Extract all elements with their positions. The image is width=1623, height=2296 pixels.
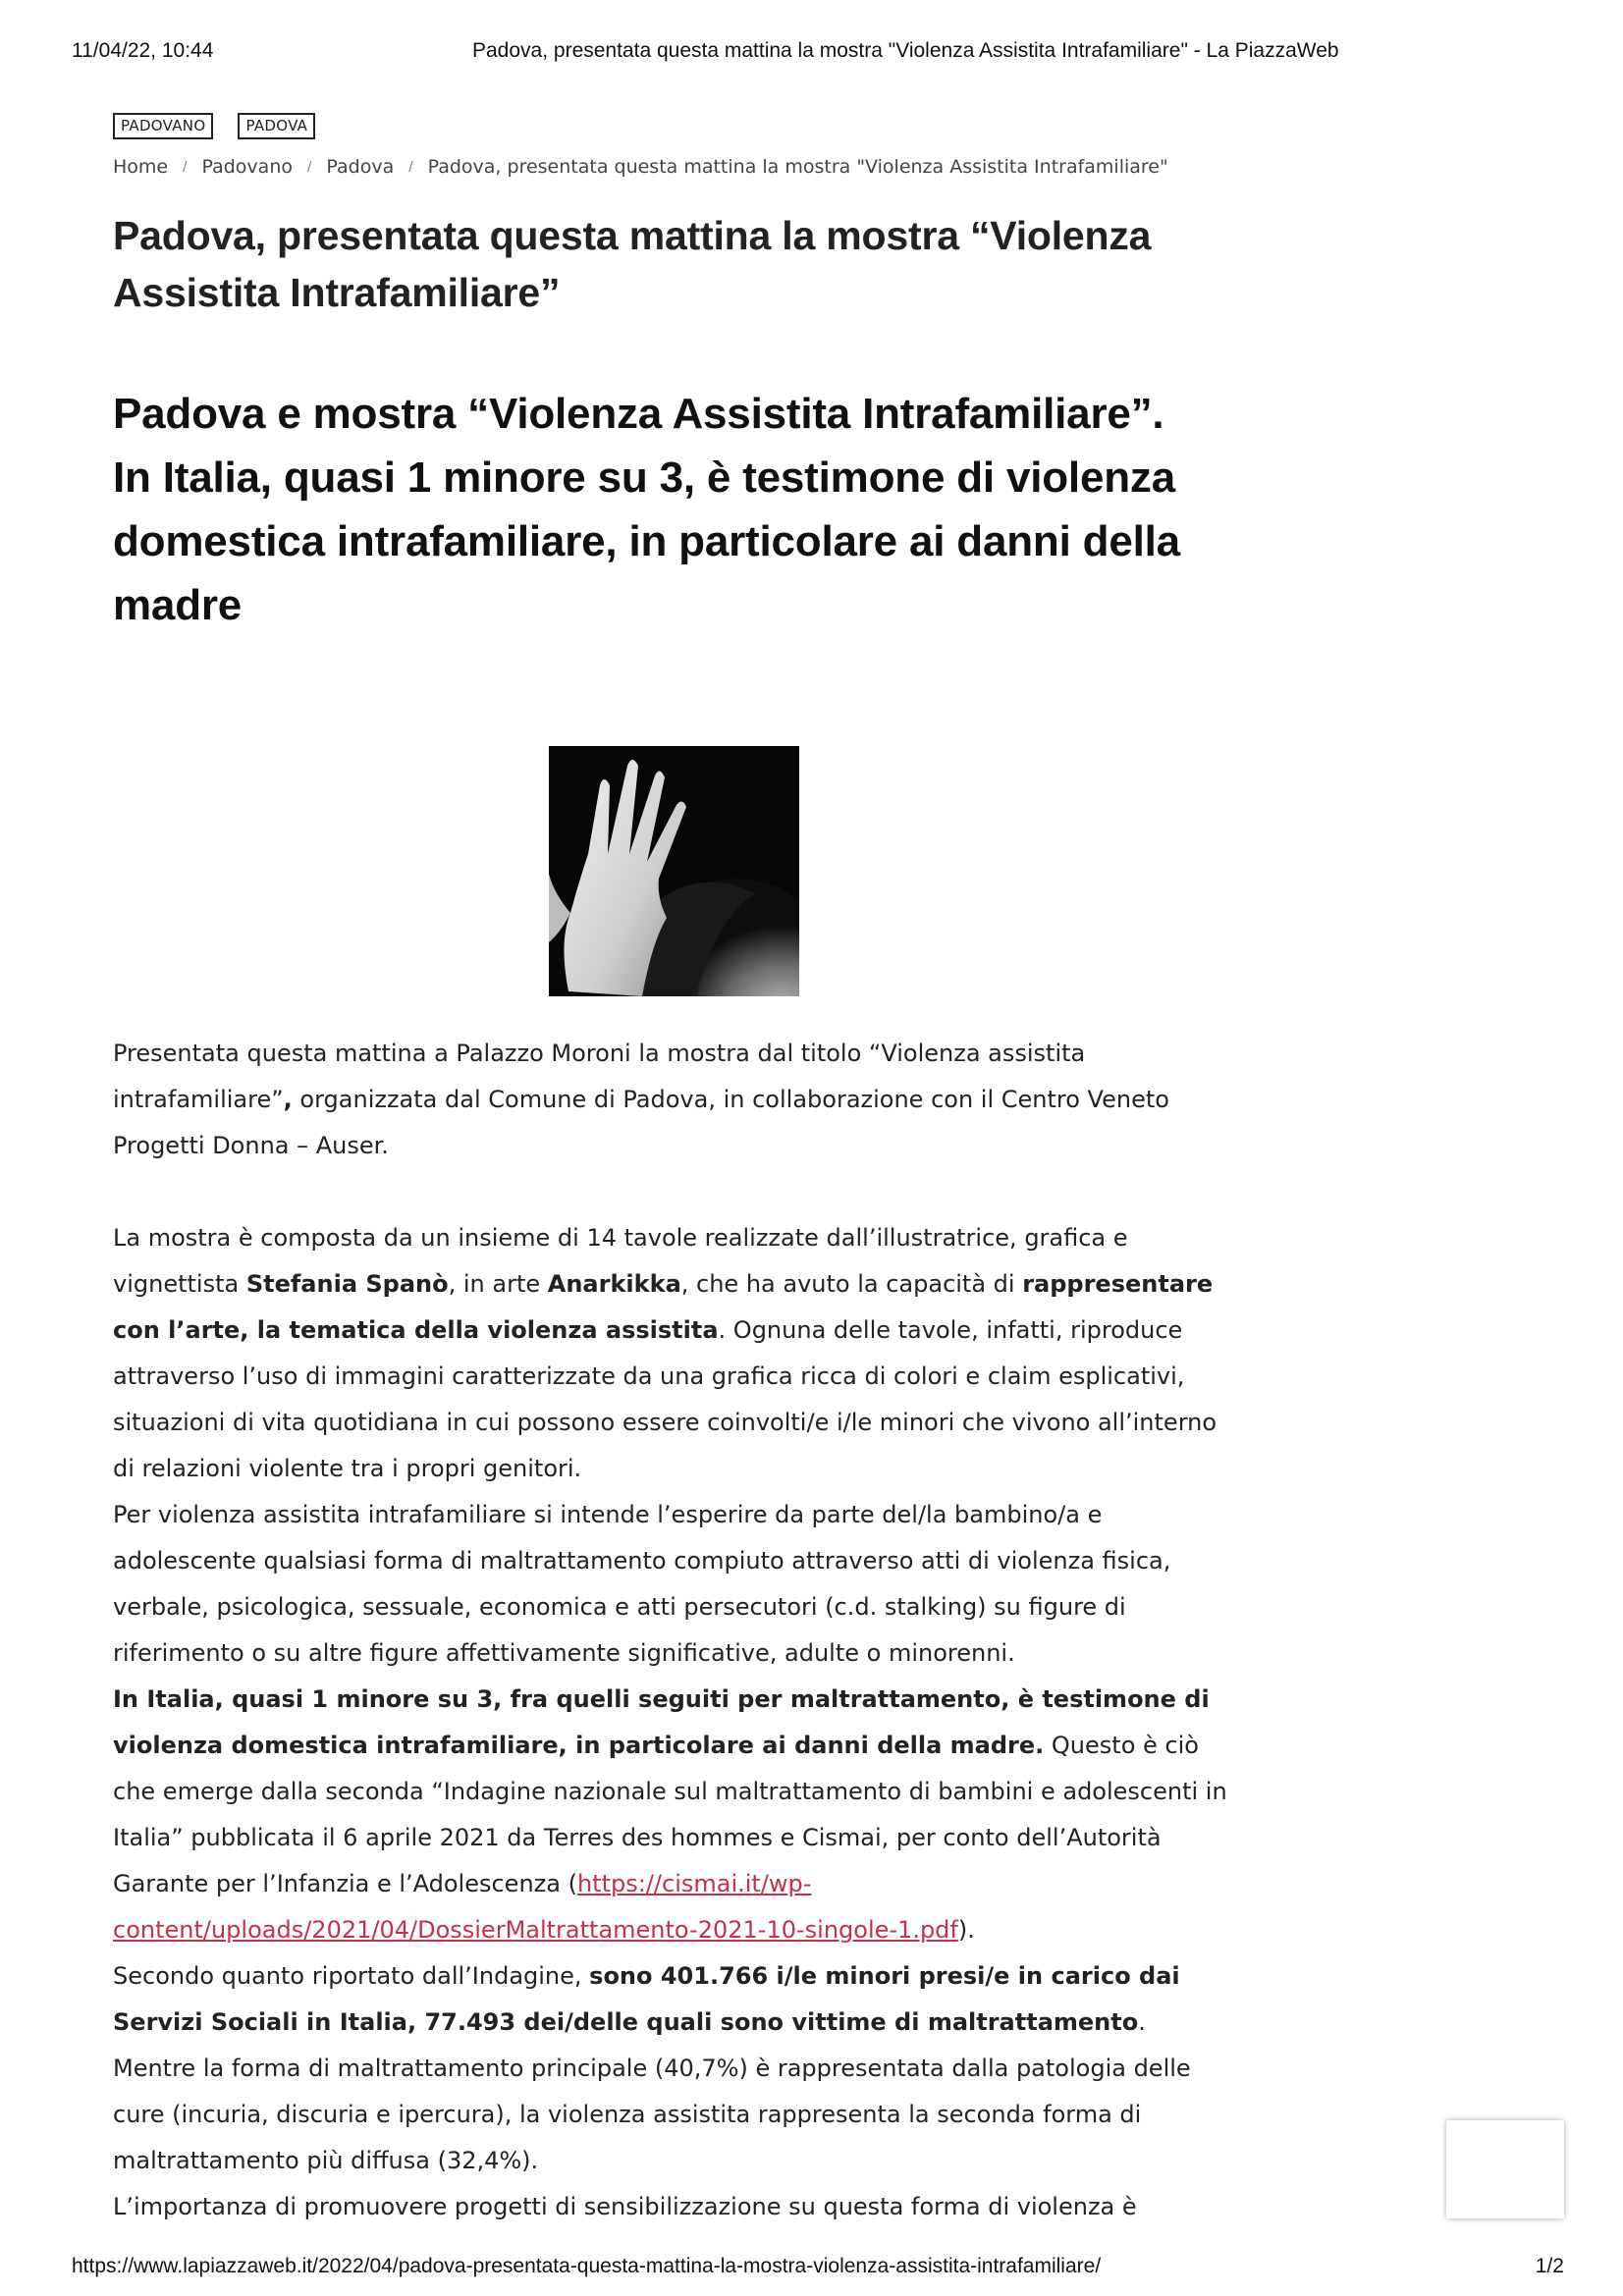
- breadcrumb-padova[interactable]: Padova: [326, 156, 395, 178]
- print-doc-title: Padova, presentata questa mattina la mostra "Violenza Assistita Intrafamiliare" - La PiazzaWeb: [472, 39, 1339, 62]
- paragraph-intro: Presentata questa mattina a Palazzo Moroni la mostra dal titolo “Violenza assistita intrafamiliare”, organizzata dal Comune di Padova, in collaborazione con il Centro Veneto Progetti Donna – Auser.: [113, 1040, 1169, 1159]
- dossier-link[interactable]: https://cismai.it/wp-content/uploads/2021/04/DossierMaltrattamento-2021-10-singole-1.pdf: [113, 1870, 958, 1944]
- recaptcha-badge[interactable]: [1446, 2120, 1564, 2218]
- tag-padovano[interactable]: PADOVANO: [113, 113, 213, 139]
- paragraph-statistics: In Italia, quasi 1 minore su 3, fra quelli seguiti per maltrattamento, è testimone di violenza domestica intrafamiliare, in particolare ai danni della madre. Questo è ciò che emerge dalla seconda “Indagine nazionale sul maltrattamento di bambini e adolescenti in Italia” pubblicata il 6 aprile 2021 da Terres des hommes e Cismai, per conto dell’Autorità Garante per l’Infanzia e l’Adolescenza (https://cismai.it/wp-content/uploads/2021/04/DossierMaltrattamento-2021-10-singole-1.pdf).: [113, 1685, 1227, 1944]
- article-body: [113, 1031, 1227, 2230]
- breadcrumb-home[interactable]: Home: [113, 156, 169, 178]
- print-header: [72, 39, 1564, 69]
- breadcrumb-separator: /: [183, 159, 188, 175]
- paragraph-survey: Secondo quanto riportato dall’Indagine, sono 401.766 i/le minori presi/e in carico dai Servizi Sociali in Italia, 77.493 dei/delle quali sono vittime di maltrattamento. Mentre la forma di maltrattamento principale (40,7%) è rappresentata dalla patologia delle cure (incuria, discuria e ipercura), la violenza assistita rappresenta la seconda forma di maltrattamento più diffusa (32,4%).: [113, 1962, 1191, 2174]
- featured-image: [549, 746, 799, 996]
- category-tags: [113, 113, 1222, 139]
- article-container: [113, 113, 1227, 2220]
- breadcrumb-separator: /: [408, 159, 413, 175]
- print-url: https://www.lapiazzaweb.it/2022/04/padova-presentata-questa-mattina-la-mostra-violenza-assistita-intrafamiliare/: [72, 2255, 1102, 2277]
- post-subtitle: Padova e mostra “Violenza Assistita Intrafamiliare”. In Italia, quasi 1 minore su 3, è testimone di violenza domestica intrafamiliare, in particolare ai danni della madre: [113, 390, 1180, 629]
- print-datetime: 11/04/22, 10:44: [72, 39, 214, 62]
- breadcrumb-padovano[interactable]: Padovano: [201, 156, 293, 178]
- paragraph-importance: L’importanza di promuovere progetti di sensibilizzazione su questa forma di violenza è: [113, 2193, 1137, 2220]
- breadcrumb: [113, 156, 1222, 178]
- breadcrumb-current: Padova, presentata questa mattina la mostra "Violenza Assistita Intrafamiliare": [427, 156, 1168, 178]
- raised-hand-photo: [549, 746, 799, 996]
- breadcrumb-separator: /: [307, 159, 312, 175]
- paragraph-exhibition: La mostra è composta da un insieme di 14 tavole realizzate dall’illustratrice, grafica e vignettista Stefania Spanò, in arte Anarkikka, che ha avuto la capacità di rappresentare con l’arte, la tematica della violenza assistita. Ognuna delle tavole, infatti, riproduce attraverso l’uso di immagini caratterizzate da una grafica ricca di colori e claim esplicativi, situazioni di vita quotidiana in cui possono essere coinvolti/e i/le minori che vivono all’interno di relazioni violente tra i propri genitori.: [113, 1224, 1217, 1482]
- tag-padova[interactable]: PADOVA: [238, 113, 315, 139]
- page-number: 1/2: [1535, 2255, 1564, 2277]
- post-title: Padova, presentata questa mattina la mostra “Violenza Assistita Intrafamiliare”: [113, 213, 1152, 315]
- print-footer: [72, 2255, 1564, 2284]
- paragraph-definition: Per violenza assistita intrafamiliare si intende l’esperire da parte del/la bambino/a e adolescente qualsiasi forma di maltrattamento compiuto attraverso atti di violenza fisica, verbale, psicologica, sessuale, economica e atti persecutori (c.d. stalking) su figure di riferimento o su altre figure affettivamente significative, adulte o minorenni.: [113, 1501, 1171, 1667]
